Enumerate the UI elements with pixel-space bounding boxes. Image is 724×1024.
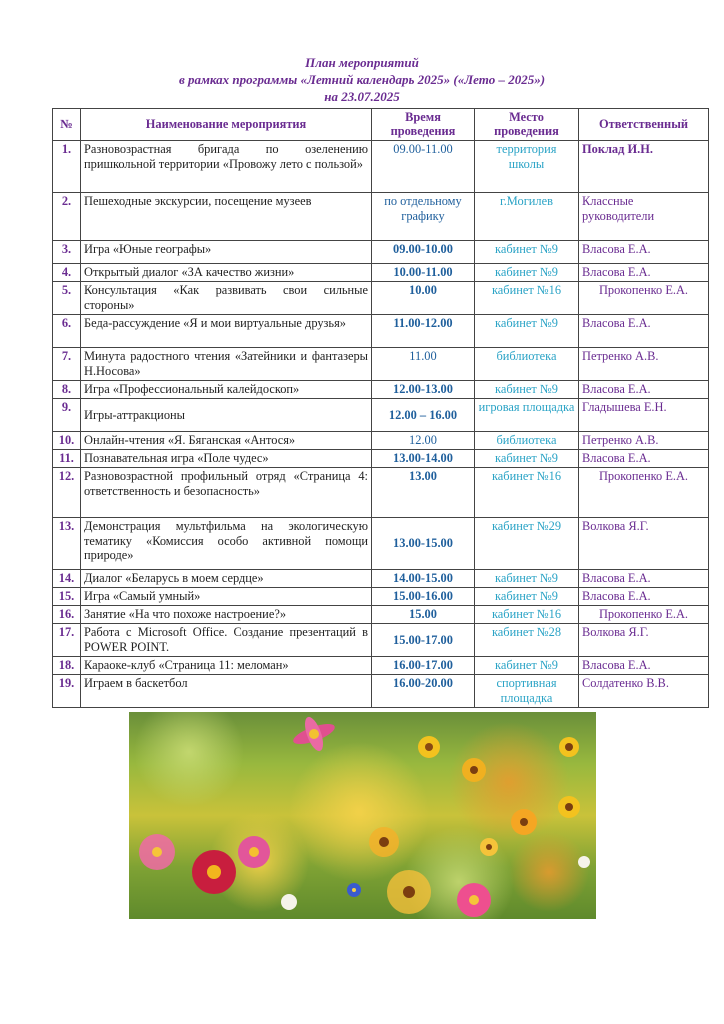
table-row (53, 399, 709, 432)
table-row (53, 241, 709, 264)
table-row (53, 624, 709, 657)
event-place: библиотека (475, 348, 579, 381)
event-name: Демонстрация мультфильма на экологическую тематику «Комиссия особо активной помощи природе» (81, 518, 372, 570)
event-place: кабинет №9 (475, 588, 579, 606)
event-name: Диалог «Беларусь в моем сердце» (81, 570, 372, 588)
event-name: Играем в баскетбол (81, 675, 372, 708)
event-name: Работа с Microsoft Office. Создание презентаций в POWER POINT. (81, 624, 372, 657)
event-time: 10.00-11.00 (372, 264, 475, 282)
event-time: 13.00-14.00 (372, 450, 475, 468)
table-row (53, 606, 709, 624)
event-place: спортивная площадка (475, 675, 579, 708)
event-responsible: Прокопенко Е.А. (579, 606, 709, 624)
event-name: Разновозрастной профильный отряд «Страница 4: ответственность и безопасность» (81, 468, 372, 518)
event-responsible: Власова Е.А. (579, 450, 709, 468)
header-name: Наименование мероприятия (81, 109, 372, 141)
table-row (53, 264, 709, 282)
event-name: Игры-аттракционы (81, 399, 372, 432)
red-flower (192, 850, 236, 894)
table-header-row (53, 109, 709, 141)
event-responsible: Власова Е.А. (579, 264, 709, 282)
event-responsible: Петренко А.В. (579, 432, 709, 450)
event-time: 15.00-17.00 (372, 624, 475, 657)
event-place: кабинет №29 (475, 518, 579, 570)
event-name: Онлайн-чтения «Я. Бяганская «Антося» (81, 432, 372, 450)
header-responsible: Ответственный (579, 109, 709, 141)
pink-flower-bottom (457, 883, 491, 917)
event-place: кабинет №9 (475, 657, 579, 675)
event-time: 09.00-11.00 (372, 141, 475, 193)
event-time: 15.00 (372, 606, 475, 624)
event-name: Игра «Профессиональный калейдоскоп» (81, 381, 372, 399)
table-row (53, 468, 709, 518)
event-time: 11.00 (372, 348, 475, 381)
event-place: территория школы (475, 141, 579, 193)
event-responsible: Прокопенко Е.А. (579, 282, 709, 315)
row-number: 4. (53, 264, 81, 282)
row-number: 16. (53, 606, 81, 624)
row-number: 19. (53, 675, 81, 708)
event-name: Открытый диалог «ЗА качество жизни» (81, 264, 372, 282)
table-row (53, 141, 709, 193)
event-place: г.Могилев (475, 193, 579, 241)
event-responsible: Власова Е.А. (579, 657, 709, 675)
event-place: кабинет №9 (475, 450, 579, 468)
event-responsible: Классные руководители (579, 193, 709, 241)
event-name: Познавательная игра «Поле чудес» (81, 450, 372, 468)
header-number: № (53, 109, 81, 141)
pink-cosmos-flower (291, 715, 337, 754)
table-row (53, 450, 709, 468)
event-name: Игра «Самый умный» (81, 588, 372, 606)
event-responsible: Власова Е.А. (579, 315, 709, 348)
flowers-photo (129, 712, 596, 919)
event-place: кабинет №16 (475, 282, 579, 315)
flowers-illustration (129, 712, 596, 919)
row-number: 18. (53, 657, 81, 675)
event-time: 10.00 (372, 282, 475, 315)
row-number: 11. (53, 450, 81, 468)
event-time: 09.00-10.00 (372, 241, 475, 264)
event-place: кабинет №16 (475, 468, 579, 518)
title-line-2: в рамках программы «Летний календарь 2025» («Лето – 2025») (178, 72, 546, 87)
event-place: игровая площадка (475, 399, 579, 432)
table-row (53, 570, 709, 588)
event-name: Занятие «На что похоже настроение?» (81, 606, 372, 624)
table-row (53, 675, 709, 708)
event-name: Разновозрастная бригада по озеленению пришкольной территории «Провожу лето с пользой» (81, 141, 372, 193)
row-number: 8. (53, 381, 81, 399)
row-number: 15. (53, 588, 81, 606)
event-time: 14.00-15.00 (372, 570, 475, 588)
table-row (53, 657, 709, 675)
event-time: 11.00-12.00 (372, 315, 475, 348)
header-time: Время проведения (372, 109, 475, 141)
row-number: 1. (53, 141, 81, 193)
event-place: кабинет №9 (475, 264, 579, 282)
document-title (0, 54, 724, 105)
row-number: 10. (53, 432, 81, 450)
row-number: 3. (53, 241, 81, 264)
event-responsible: Власова Е.А. (579, 588, 709, 606)
event-time: 12.00 – 16.00 (372, 399, 475, 432)
title-line-1: План мероприятий (305, 55, 419, 70)
row-number: 2. (53, 193, 81, 241)
magenta-flower (238, 836, 270, 868)
event-name: Консультация «Как развивать свои сильные стороны» (81, 282, 372, 315)
table-row (53, 348, 709, 381)
event-time: 12.00-13.00 (372, 381, 475, 399)
event-time: 16.00-20.00 (372, 675, 475, 708)
event-name: Пешеходные экскурсии, посещение музеев (81, 193, 372, 241)
event-name: Игра «Юные географы» (81, 241, 372, 264)
event-time: 13.00 (372, 468, 475, 518)
row-number: 6. (53, 315, 81, 348)
event-place: кабинет №9 (475, 241, 579, 264)
table-row (53, 315, 709, 348)
event-responsible: Поклад И.Н. (579, 141, 709, 193)
event-place: библиотека (475, 432, 579, 450)
event-time: 13.00-15.00 (372, 518, 475, 570)
table-row (53, 518, 709, 570)
row-number: 12. (53, 468, 81, 518)
title-line-3: на 23.07.2025 (324, 89, 400, 104)
event-responsible: Власова Е.А. (579, 570, 709, 588)
table-row (53, 282, 709, 315)
event-responsible: Волкова Я.Г. (579, 624, 709, 657)
event-name: Беда-рассуждение «Я и мои виртуальные друзья» (81, 315, 372, 348)
event-responsible: Власова Е.А. (579, 381, 709, 399)
event-time: по отдельному графику (372, 193, 475, 241)
event-responsible: Петренко А.В. (579, 348, 709, 381)
event-place: кабинет №9 (475, 381, 579, 399)
row-number: 5. (53, 282, 81, 315)
row-number: 9. (53, 399, 81, 432)
events-table (52, 108, 709, 708)
event-place: кабинет №28 (475, 624, 579, 657)
row-number: 7. (53, 348, 81, 381)
event-responsible: Волкова Я.Г. (579, 518, 709, 570)
row-number: 14. (53, 570, 81, 588)
event-responsible: Прокопенко Е.А. (579, 468, 709, 518)
event-place: кабинет №16 (475, 606, 579, 624)
pink-flower-left (139, 834, 175, 870)
header-place: Место проведения (475, 109, 579, 141)
blue-flower (347, 883, 361, 897)
event-responsible: Гладышева Е.Н. (579, 399, 709, 432)
event-name: Минута радостного чтения «Затейники и фантазеры Н.Носова» (81, 348, 372, 381)
event-place: кабинет №9 (475, 570, 579, 588)
row-number: 17. (53, 624, 81, 657)
table-row (53, 381, 709, 399)
event-responsible: Власова Е.А. (579, 241, 709, 264)
table-row (53, 432, 709, 450)
event-time: 12.00 (372, 432, 475, 450)
event-name: Караоке-клуб «Страница 11: меломан» (81, 657, 372, 675)
event-responsible: Солдатенко В.В. (579, 675, 709, 708)
event-time: 16.00-17.00 (372, 657, 475, 675)
row-number: 13. (53, 518, 81, 570)
table-row (53, 193, 709, 241)
table-row (53, 588, 709, 606)
event-place: кабинет №9 (475, 315, 579, 348)
event-time: 15.00-16.00 (372, 588, 475, 606)
